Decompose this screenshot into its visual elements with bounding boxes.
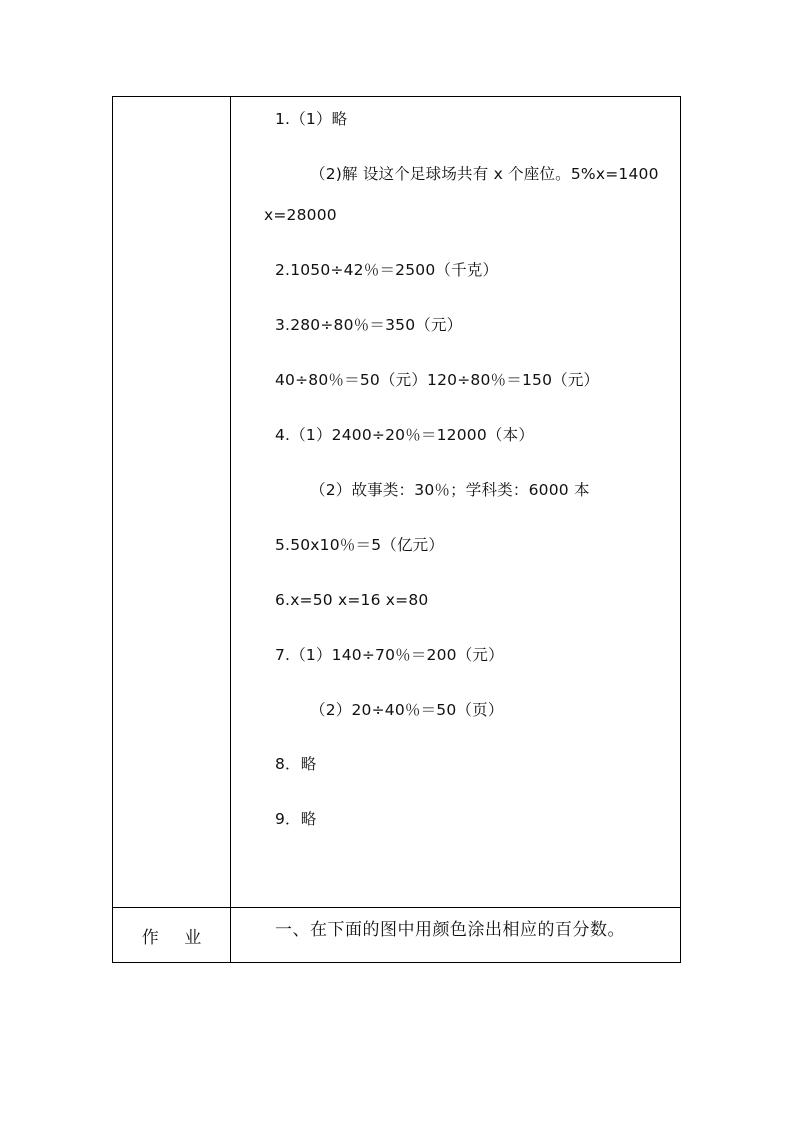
answer-line-9: 5.50x10％＝5（亿元） (275, 536, 445, 554)
document-table (112, 96, 681, 963)
answer-line-4: 2.1050÷42％＝2500（千克） (275, 261, 499, 279)
answer-line-11: 7.（1）140÷70％＝200（元） (275, 646, 504, 664)
answer-line-14: 9．略 (275, 810, 317, 828)
answer-line-1: 1.（1）略 (275, 110, 348, 128)
answer-line-13: 8．略 (275, 755, 317, 773)
answer-line-8: （2）故事类：30％；学科类：6000 本 (310, 481, 590, 499)
answer-line-5: 3.280÷80％＝350（元） (275, 316, 463, 334)
answer-line-6: 40÷80％＝50（元）120÷80％＝150（元） (275, 371, 600, 389)
answer-line-10: 6.x=50 x=16 x=80 (275, 591, 429, 609)
answer-line-12: （2）20÷40％＝50（页） (310, 701, 504, 719)
answer-line-3: x=28000 (264, 206, 337, 224)
homework-label: 作 业 (141, 928, 212, 948)
answer-line-7: 4.（1）2400÷20％＝12000（本） (275, 426, 535, 444)
column-divider (230, 97, 231, 962)
homework-text: 一、在下面的图中用颜色涂出相应的百分数。 (275, 920, 625, 940)
answer-line-2: （2)解 设这个足球场共有 x 个座位。5%x=1400 (310, 165, 659, 183)
